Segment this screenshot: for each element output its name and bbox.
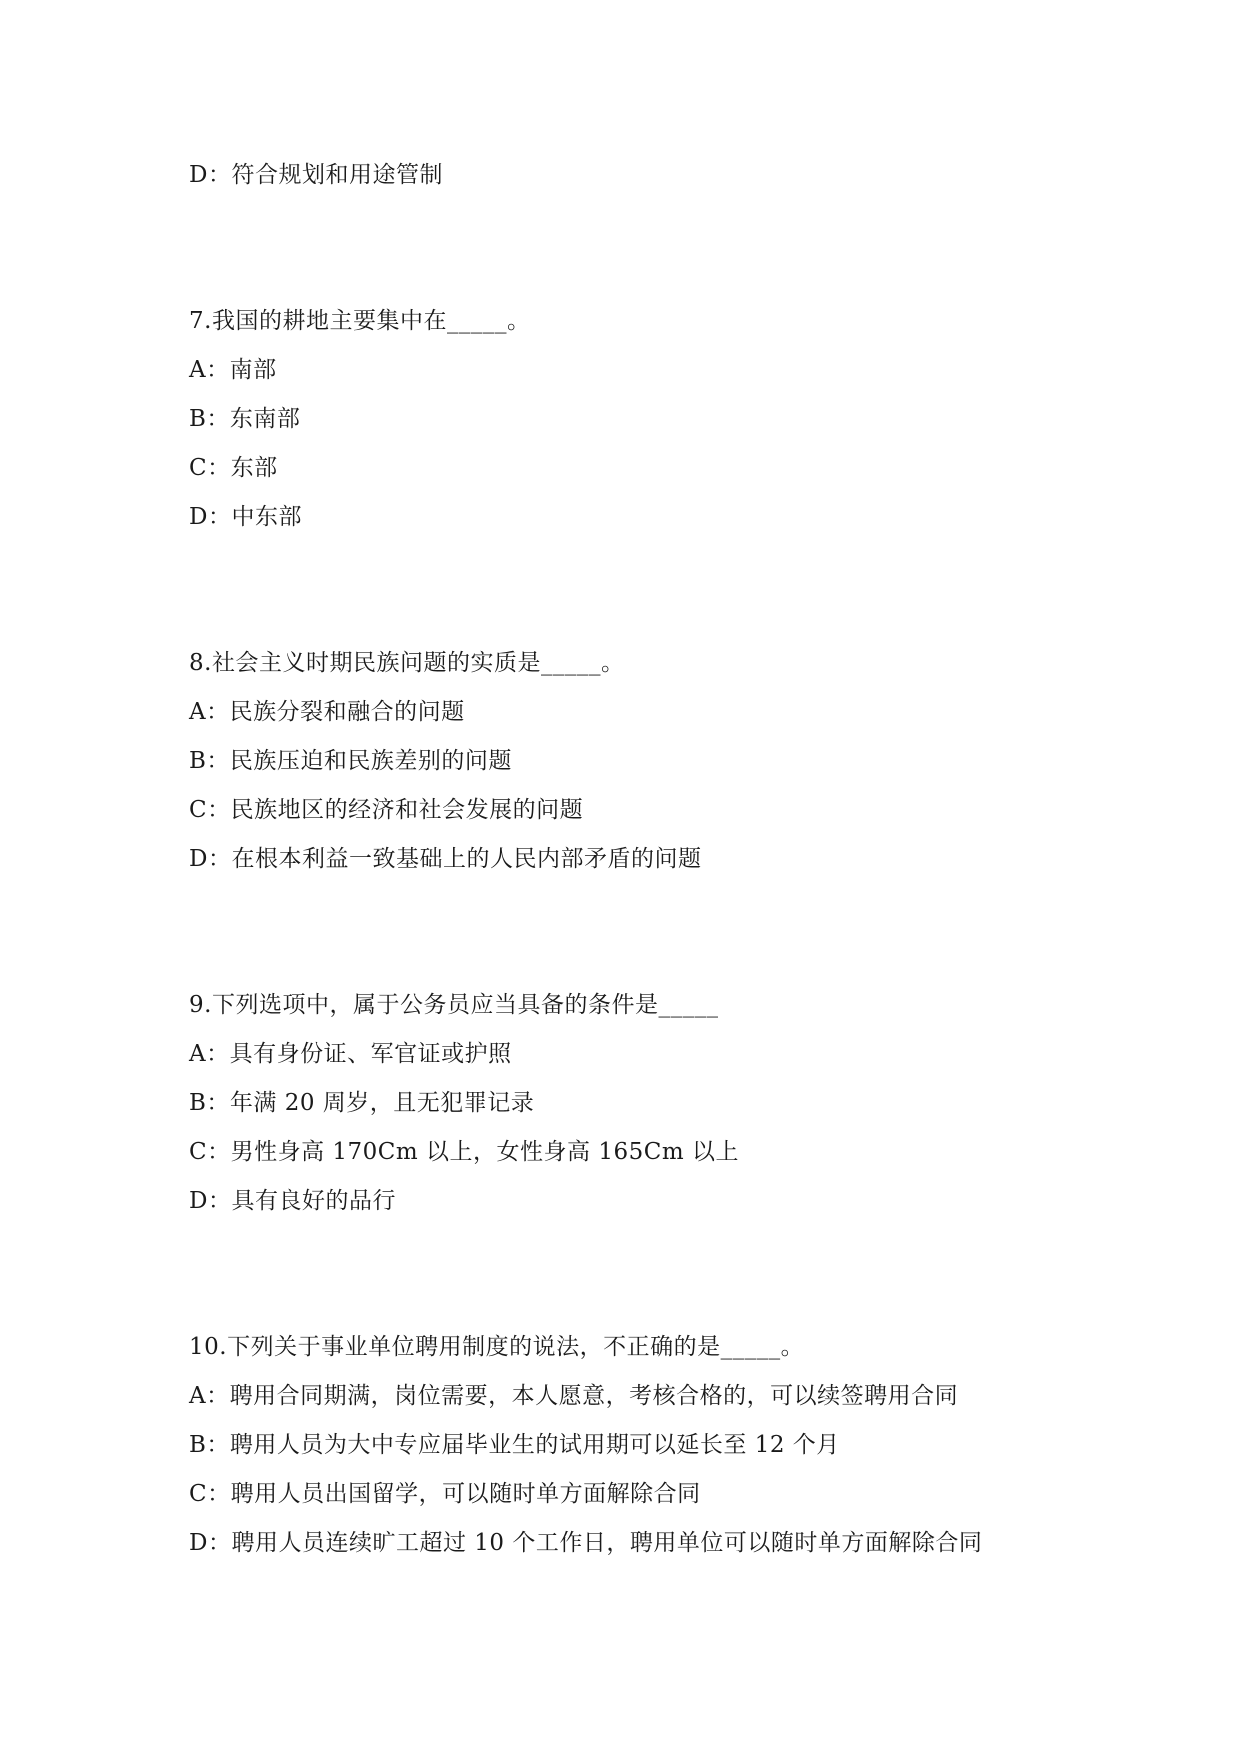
question-8-stem: 8.社会主义时期民族问题的实质是_____。	[189, 650, 625, 676]
question-8-option-c: C：民族地区的经济和社会发展的问题	[189, 797, 584, 823]
question-10-stem: 10.下列关于事业单位聘用制度的说法，不正确的是_____。	[189, 1334, 805, 1360]
option-d-previous: D：符合规划和用途管制	[189, 162, 443, 188]
question-7-option-c: C：东部	[189, 455, 278, 481]
question-8-option-b: B：民族压迫和民族差别的问题	[189, 748, 512, 774]
question-10-option-b: B：聘用人员为大中专应届毕业生的试用期可以延长至 12 个月	[189, 1432, 840, 1458]
question-8-option-d: D：在根本利益一致基础上的人民内部矛盾的问题	[189, 846, 702, 872]
question-9-option-a: A：具有身份证、军官证或护照	[189, 1041, 512, 1067]
question-7-option-d: D：中东部	[189, 504, 302, 530]
question-7-option-b: B：东南部	[189, 406, 301, 432]
question-7-option-a: A：南部	[189, 357, 277, 383]
question-10-option-c: C：聘用人员出国留学，可以随时单方面解除合同	[189, 1481, 701, 1507]
question-9-option-c: C：男性身高 170Cm 以上，女性身高 165Cm 以上	[189, 1139, 739, 1165]
question-7-stem: 7.我国的耕地主要集中在_____。	[189, 308, 531, 334]
question-8-option-a: A：民族分裂和融合的问题	[189, 699, 465, 725]
question-9-option-d: D：具有良好的品行	[189, 1188, 396, 1214]
question-10-option-d: D：聘用人员连续旷工超过 10 个工作日，聘用单位可以随时单方面解除合同	[189, 1530, 983, 1556]
question-9-stem: 9.下列选项中，属于公务员应当具备的条件是_____	[189, 992, 719, 1018]
question-10-option-a: A：聘用合同期满，岗位需要，本人愿意，考核合格的，可以续签聘用合同	[189, 1383, 959, 1409]
question-9-option-b: B：年满 20 周岁，且无犯罪记录	[189, 1090, 535, 1116]
